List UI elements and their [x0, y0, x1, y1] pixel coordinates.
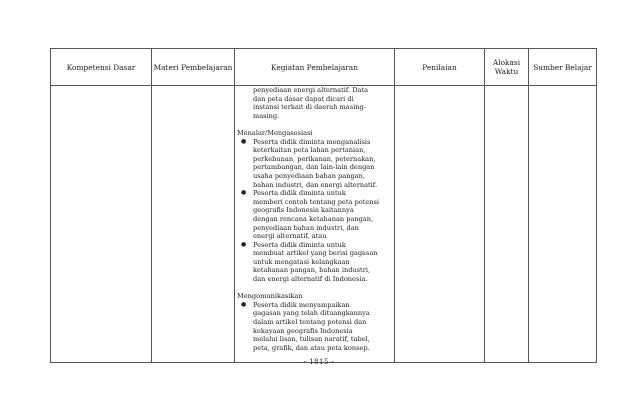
kegiatan-content	[235, 86, 394, 352]
cell-materi-pembelajaran	[152, 86, 235, 363]
header-kegiatan-pembelajaran: Kegiatan Pembelajaran	[235, 49, 395, 86]
paragraph-gap	[237, 284, 391, 293]
section-title-mengomunikasikan: Mengomunikasikan	[237, 292, 303, 301]
list-item-line: dalam artikel tentang potensi dan	[253, 318, 367, 327]
header-alokasi-waktu: Alokasi Waktu	[485, 49, 529, 86]
list-item-line: peta, grafik, dan atau peta konsep.	[253, 343, 370, 352]
continuation-line: instansi terkait di daerah masing-	[253, 103, 366, 112]
list-item-line: geografis Indonesia kaitannya	[253, 206, 354, 215]
list-item-line: keterkaitan peta lahan pertanian,	[253, 146, 366, 155]
table-header-row	[51, 49, 597, 86]
bullet-icon: ●	[241, 189, 247, 197]
list-item	[237, 189, 391, 241]
list-item-line: penyediaan bahan industri, dan	[253, 223, 359, 232]
list-item	[237, 301, 391, 353]
bullet-list	[237, 138, 391, 284]
list-item-line: kekayaan geografis Indonesia	[253, 326, 353, 335]
list-item	[237, 241, 391, 284]
list-item-line: gagasan yang telah dituangkannya	[253, 309, 370, 318]
list-item-line: Peserta didik diminta untuk	[253, 189, 346, 198]
list-item-line: untuk mengatasi kelangkaan	[253, 257, 350, 266]
list-item-line: usaha penyediaan bahan pangan,	[253, 171, 365, 180]
cell-penilaian	[395, 86, 485, 363]
cell-kegiatan-pembelajaran	[235, 86, 395, 363]
header-kompetensi-dasar: Kompetensi Dasar	[51, 49, 152, 86]
list-item-line: membuat artikel yang berisi gagasan	[253, 249, 378, 258]
list-item-line: energi alternatif, atau	[253, 232, 327, 241]
list-item-line: bahan industri, dan energi alternatif.	[253, 180, 378, 189]
paragraph-gap	[237, 120, 391, 129]
list-item-line: perkebunan, perikanan, peternakan,	[253, 154, 376, 163]
list-item-line: ketahanan pangan, bahan industri,	[253, 266, 371, 275]
continuation-line: dan peta dasar dapat dicari di	[253, 94, 354, 103]
list-item-line: memberi contoh tentang peta potensi	[253, 197, 379, 206]
page-number: - 1815 -	[303, 358, 335, 366]
list-item-line: Peserta didik diminta untuk	[253, 240, 346, 249]
cell-sumber-belajar	[529, 86, 597, 363]
list-item-line: dengan rencana ketahanan pangan,	[253, 214, 374, 223]
table-row	[51, 86, 597, 363]
cell-alokasi-waktu	[485, 86, 529, 363]
list-item	[237, 138, 391, 190]
header-sumber-belajar: Sumber Belajar	[529, 49, 597, 86]
cell-kompetensi-dasar	[51, 86, 152, 363]
list-item-line: dan energi alternatif di Indonesia.	[253, 275, 368, 284]
continuation-line: penyediaan energi alternatif. Data	[253, 86, 369, 94]
list-item-line: melalui lisan, tulisan naratif, tabel,	[253, 335, 370, 344]
list-item-line: Peserta didik diminta menganalisis	[253, 137, 371, 146]
list-item-line: pertambangan, dan lain-lain dengan	[253, 163, 375, 172]
list-item-line: Peserta didik menyampaikan	[253, 300, 350, 309]
bullet-icon: ●	[241, 240, 247, 248]
header-penilaian: Penilaian	[395, 49, 485, 86]
continuation-line: masing.	[253, 111, 280, 120]
learning-plan-table	[50, 48, 597, 363]
bullet-icon: ●	[241, 300, 247, 308]
bullet-list	[237, 301, 391, 353]
bullet-icon: ●	[241, 137, 247, 145]
header-materi-pembelajaran: Materi Pembelajaran	[152, 49, 235, 86]
section-title-menalar: Menalar/Mengasosiasi	[237, 128, 313, 137]
